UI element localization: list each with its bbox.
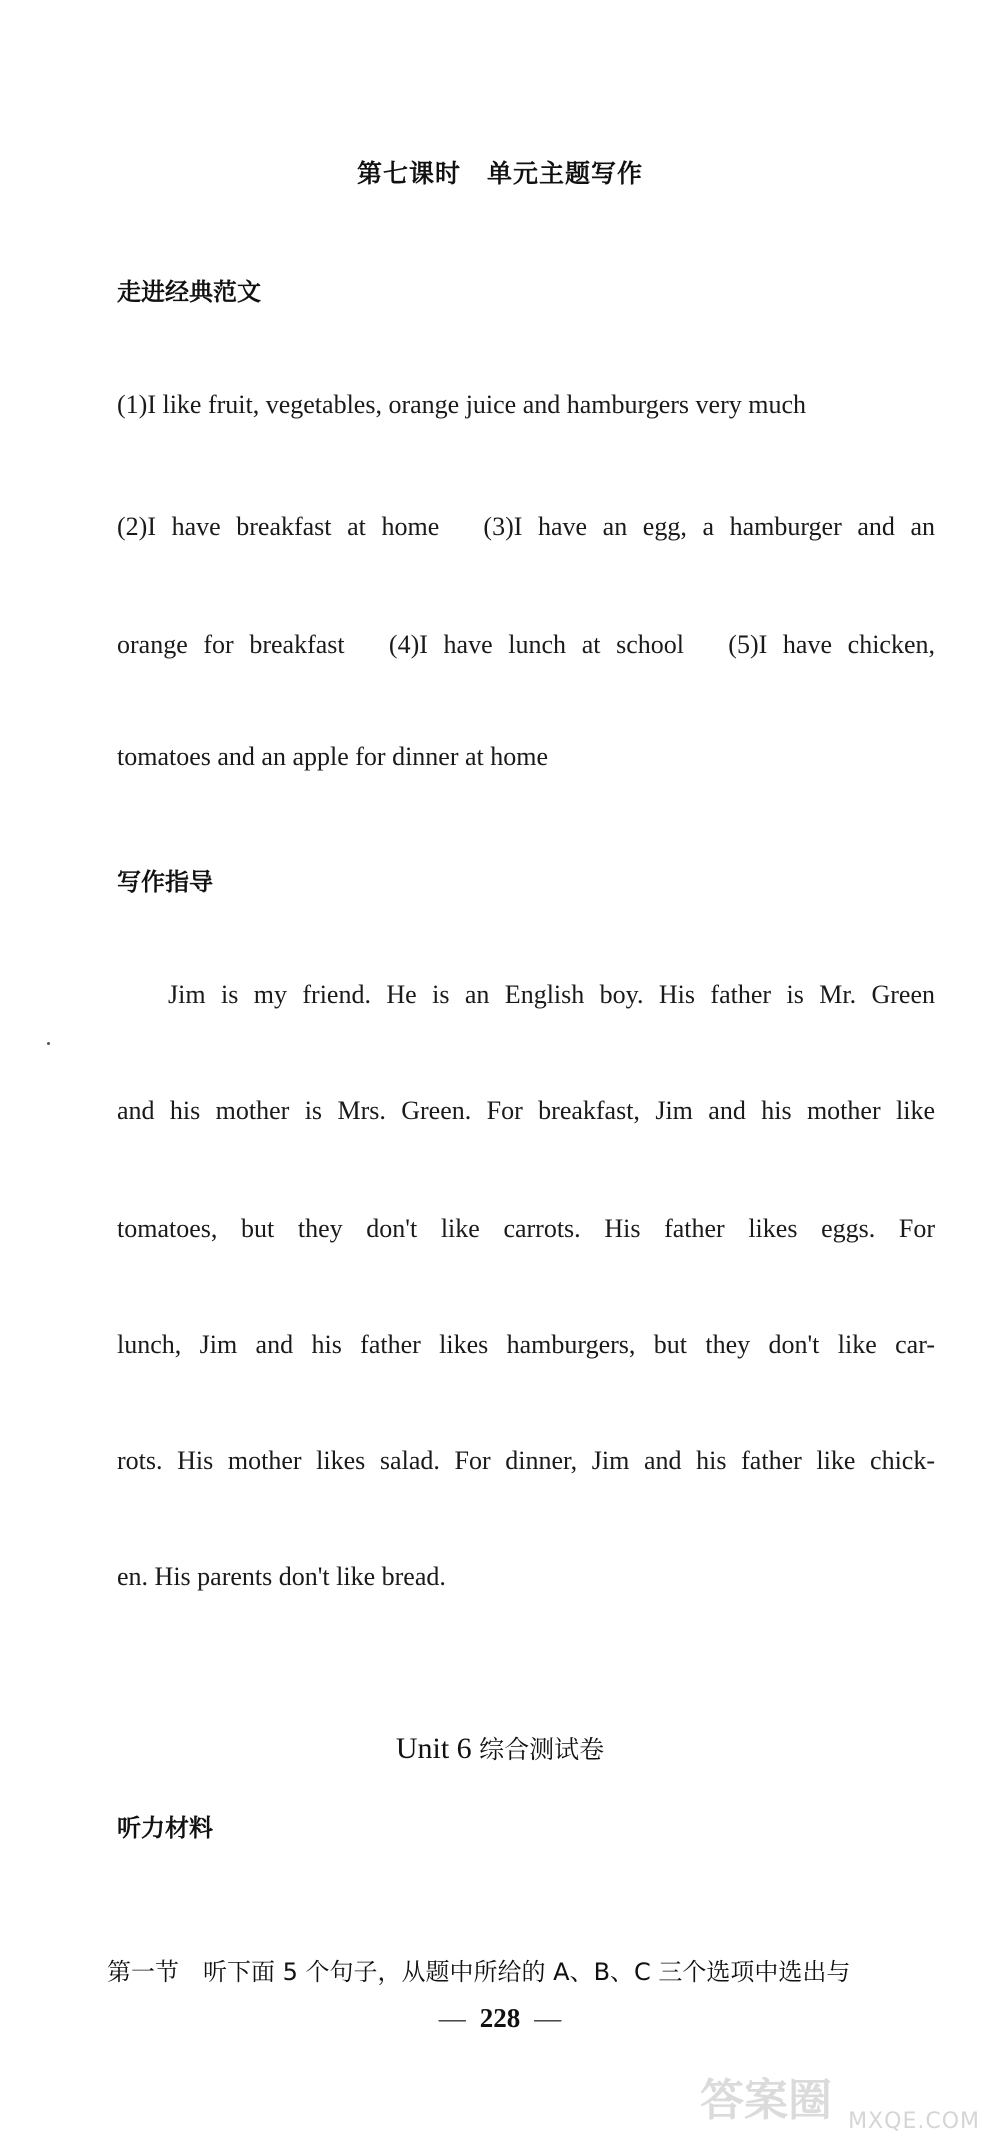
unit-name: Unit 6 <box>395 1732 472 1765</box>
model-essay-line: (1)I like fruit, vegetables, orange juice and hamburgers very much <box>117 390 806 419</box>
watermark-logo <box>690 2060 990 2140</box>
unit-test-label: 综合测试卷 <box>479 1735 605 1764</box>
footer-dash-left: — <box>438 2003 466 2033</box>
listening-instruction-text: 第一节 听下面 5 个句子，从题中所给的 A、B、C 三个选项中选出与 <box>107 1958 851 1986</box>
watermark-mark: 答案圈 <box>700 2075 832 2126</box>
section-heading-model-essay: 走进经典范文 <box>117 278 261 306</box>
guide-essay-line: en. His parents don't like bread. <box>117 1562 446 1591</box>
page-number: 228 <box>479 2003 521 2033</box>
guide-essay-line: and his mother is Mrs. Green. For breakfast, Jim and his mother like <box>117 1096 935 1125</box>
model-essay-line: tomatoes and an apple for dinner at home <box>117 742 549 771</box>
section-heading-listening: 听力材料 <box>117 1814 213 1842</box>
section-heading-writing-guide: 写作指导 <box>117 868 213 896</box>
lesson-title: 第七课时 单元主题写作 <box>356 159 643 188</box>
footer-dash-right: — <box>534 2003 562 2033</box>
listening-instruction <box>107 1952 935 1987</box>
model-essay-line: orange for breakfast (4)I have lunch at school (5)I have chicken, <box>117 630 935 659</box>
watermark-site: MXQE.COM <box>848 2109 980 2134</box>
guide-essay-line: tomatoes, but they don't like carrots. His father likes eggs. For <box>117 1214 935 1243</box>
scan-speck <box>47 1042 50 1045</box>
guide-essay-line: lunch, Jim and his father likes hamburgers, but they don't like car- <box>117 1330 935 1359</box>
guide-essay-line: Jim is my friend. He is an English boy. His father is Mr. Green <box>168 980 935 1009</box>
guide-essay-line: rots. His mother likes salad. For dinner, Jim and his father like chick- <box>117 1446 935 1475</box>
unit-test-title <box>0 1730 1000 1766</box>
model-essay-line: (2)I have breakfast at home (3)I have an egg, a hamburger and an <box>117 512 935 541</box>
page-footer <box>0 2003 1000 2034</box>
